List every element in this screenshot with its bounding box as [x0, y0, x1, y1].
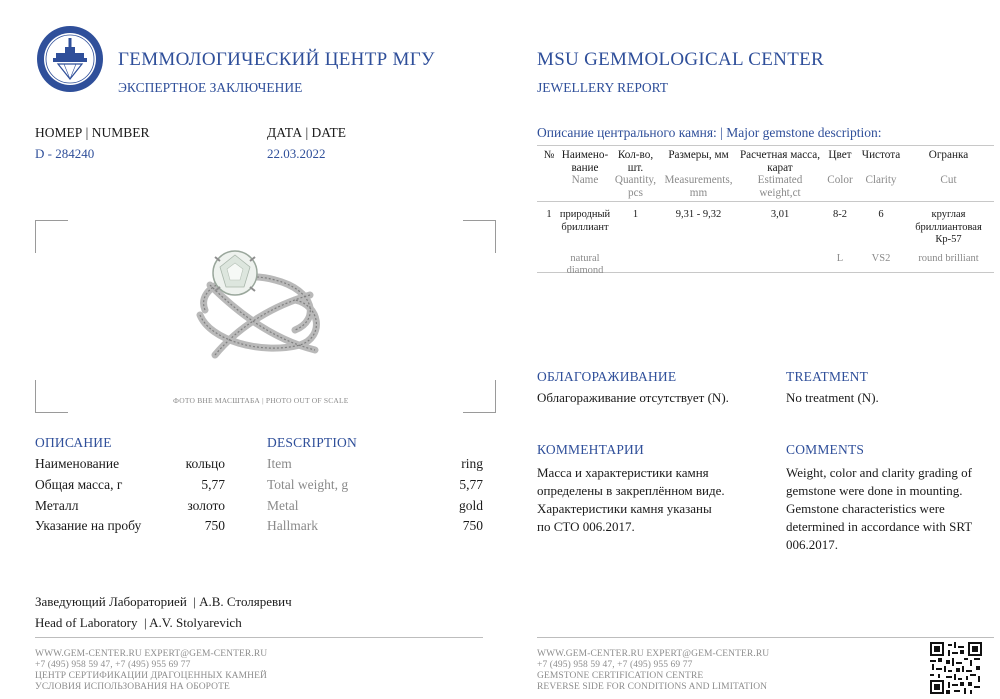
title-en: MSU GEMMOLOGICAL CENTER [537, 49, 824, 70]
subtitle-ru: ЭКСПЕРТНОЕ ЗАКЛЮЧЕНИЕ [118, 80, 303, 95]
description-label: Указание на пробу [35, 518, 142, 533]
comments-text-ru [537, 464, 767, 536]
table-header-cell: Цвет [828, 149, 852, 161]
description-row [267, 518, 483, 534]
description-value: 750 [462, 518, 483, 533]
table-header-cell: Огранка [928, 149, 969, 161]
gemstone-table [539, 149, 992, 278]
table-header-cell: Color [827, 174, 853, 186]
table-cell [539, 253, 559, 278]
comments-heading-en: COMMENTS [786, 442, 865, 457]
description-label: Наименование [35, 456, 120, 471]
table-header-cell: Кол-во, шт. [617, 149, 654, 174]
description-value: gold [458, 498, 483, 513]
photo-frame-corner [463, 380, 496, 413]
comments-text-en [786, 464, 996, 554]
footer-line: ЦЕНТР СЕРТИФИКАЦИИ ДРАГОЦЕННЫХ КАМНЕЙ [35, 671, 268, 681]
table-cell: VS2 [871, 252, 891, 264]
footer-divider [537, 637, 994, 638]
table-cell: natural diamond [566, 252, 604, 276]
ring-photo [180, 245, 330, 370]
description-value: 750 [204, 518, 225, 533]
footer-right [537, 649, 769, 693]
table-cell: 1 [546, 209, 552, 220]
description-value: кольцо [185, 456, 225, 471]
table-cell: 1 [632, 209, 639, 220]
description-row [267, 477, 483, 493]
footer-line: WWW.GEM-CENTER.RU EXPERT@GEM-CENTER.RU [35, 649, 268, 659]
description-heading-ru: ОПИСАНИЕ [35, 435, 112, 450]
table-header-cell: Measurements, mm [664, 174, 733, 199]
description-row [267, 498, 483, 514]
report-number: D - 284240 [35, 146, 95, 161]
description-label: Item [267, 456, 292, 471]
photo-frame-corner [35, 220, 68, 253]
table-cell: round brilliant [918, 252, 979, 264]
description-label: Hallmark [267, 518, 318, 533]
footer-line: GEMSTONE CERTIFICATION CENTRE [537, 671, 704, 681]
footer-line: REVERSE SIDE FOR CONDITIONS AND LIMITATION [537, 682, 768, 692]
signature-ru: Заведующий Лабораторией | А.В. Столяревич [35, 594, 292, 609]
table-cell [611, 253, 660, 278]
comment-line: determined in accordance with SRT [786, 519, 973, 534]
description-value: ring [461, 456, 483, 471]
footer-line: +7 (495) 958 59 47, +7 (495) 955 69 77 [537, 660, 693, 670]
table-row [539, 253, 992, 278]
table-header-cell: Quantity, pcs [614, 174, 657, 199]
footer-line: +7 (495) 958 59 47, +7 (495) 955 69 77 [35, 660, 191, 670]
table-cell [660, 253, 737, 278]
treatment-text-en: No treatment (N). [786, 390, 879, 405]
table-header-cell: Расчетная масса, карат [739, 149, 821, 174]
gemstone-heading: Описание центрального камня: | Major gemstone description: [537, 125, 882, 140]
footer-divider [35, 637, 483, 638]
qr-code [930, 642, 982, 694]
description-row [35, 456, 225, 472]
description-label: Металл [35, 498, 79, 513]
date-label: ДАТА | DATE [267, 125, 347, 140]
report-date: 22.03.2022 [267, 146, 326, 161]
comments-heading-ru: КОММЕНТАРИИ [537, 442, 644, 457]
table-cell: природный бриллиант [559, 209, 611, 233]
gemstone-table-rule-top [537, 145, 994, 146]
table-cell: 8-2 [833, 209, 847, 220]
description-row [35, 498, 225, 514]
description-row [35, 518, 225, 534]
description-label: Total weight, g [267, 477, 349, 492]
table-header-cell: Cut [940, 174, 957, 186]
comment-line: Gemstone characteristics were [786, 501, 945, 516]
footer-line: WWW.GEM-CENTER.RU EXPERT@GEM-CENTER.RU [537, 649, 770, 659]
description-heading-en: DESCRIPTION [267, 435, 357, 450]
table-header-cell: Estimated weight,ct [757, 174, 803, 199]
description-value: 5,77 [201, 477, 225, 492]
photo-frame-corner [463, 220, 496, 253]
table-header-cell: Clarity [865, 174, 897, 186]
table-header-row-en [539, 174, 992, 199]
description-value: золото [187, 498, 225, 513]
photo-frame-corner [35, 380, 68, 413]
table-header-cell: Чистота [861, 149, 901, 161]
signature-en: Head of Laboratory | A.V. Stolyarevich [35, 615, 242, 630]
title-ru: ГЕММОЛОГИЧЕСКИЙ ЦЕНТР МГУ [118, 49, 435, 70]
table-header-cell: № [543, 149, 555, 161]
comment-line: gemstone were done in mounting. [786, 483, 963, 498]
footer-line: УСЛОВИЯ ИСПОЛЬЗОВАНИЯ НА ОБОРОТЕ [35, 682, 230, 692]
description-value: 5,77 [459, 477, 483, 492]
subtitle-en: JEWELLERY REPORT [537, 80, 669, 95]
description-label: Общая масса, г [35, 477, 123, 492]
comment-line: Масса и характеристики камня [537, 465, 709, 480]
description-label: Metal [267, 498, 299, 513]
treatment-heading-ru: ОБЛАГОРАЖИВАНИЕ [537, 369, 677, 384]
treatment-text-ru: Облагораживание отсутствует (N). [537, 390, 729, 405]
description-row [35, 477, 225, 493]
table-header-cell: Name [571, 174, 599, 186]
comment-line: Характеристики камня указаны [537, 501, 712, 516]
table-row [539, 209, 992, 247]
treatment-heading-en: TREATMENT [786, 369, 869, 384]
table-cell: 3,01 [770, 209, 790, 220]
description-row [267, 456, 483, 472]
comment-line: 006.2017. [786, 537, 838, 552]
footer-left [35, 649, 267, 693]
table-cell [737, 253, 823, 278]
photo-caption: ФОТО ВНЕ МАСШТАБА | PHOTO OUT OF SCALE [173, 396, 349, 405]
table-header-row-ru [539, 149, 992, 174]
msu-logo [36, 25, 104, 93]
table-cell: 6 [878, 209, 884, 220]
table-header-cell: Размеры, мм [668, 149, 729, 161]
comment-line: Weight, color and clarity grading of [786, 465, 972, 480]
table-header-cell: Наимено-вание [561, 149, 609, 174]
table-cell: 9,31 - 9,32 [675, 209, 722, 220]
table-cell: L [836, 252, 844, 264]
comment-line: определены в закреплённом виде. [537, 483, 725, 498]
table-cell: круглая бриллиантовая Кр-57 [915, 209, 982, 245]
comment-line: по СТО 006.2017. [537, 519, 635, 534]
number-label: НОМЕР | NUMBER [35, 125, 150, 140]
table-header-cell [539, 174, 559, 199]
